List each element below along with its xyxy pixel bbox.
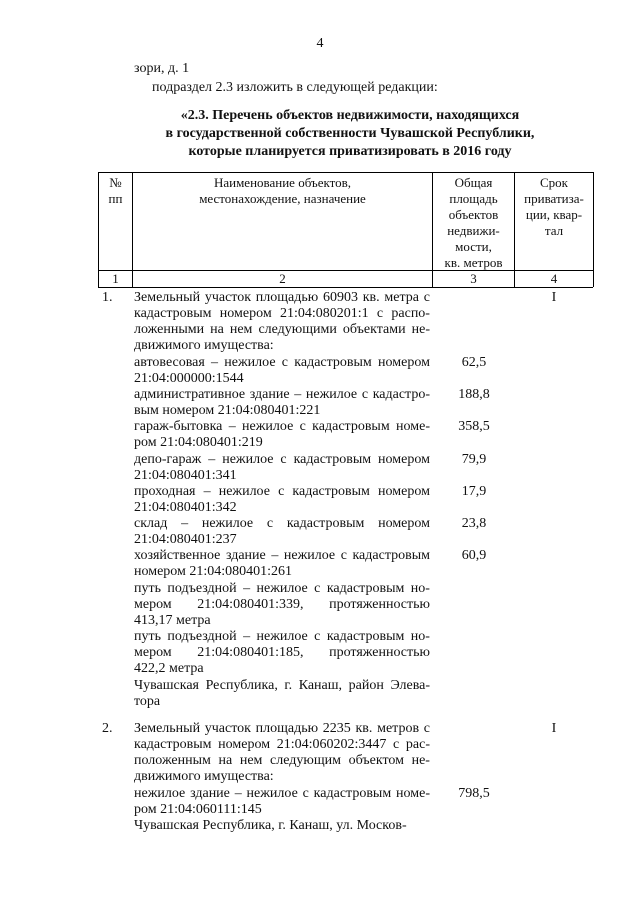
description-line: 422,2 метра — [134, 661, 204, 677]
object-description — [134, 355, 430, 387]
column-number-2: 2 — [279, 271, 286, 286]
description-line: хозяйственное здание – нежилое с кадастровым — [134, 548, 430, 564]
row-number: 1. — [102, 290, 113, 305]
object-description — [134, 721, 430, 785]
section-title — [140, 107, 560, 161]
table-top-border — [98, 172, 593, 173]
intro-line-1: зори, д. 1 — [134, 61, 190, 76]
header-term-line: ции, квар- — [525, 207, 583, 222]
description-line: 21:04:080401:342 — [134, 499, 237, 515]
description-line: тора — [134, 693, 161, 709]
description-line: автовесовая – нежилое с кадастровым номером — [134, 354, 430, 370]
object-description — [134, 818, 430, 834]
description-line: 21:04:000000:1544 — [134, 370, 244, 386]
description-line: номером 21:04:080401:261 — [134, 564, 293, 580]
intro-line-2: подраздел 2.3 изложить в следующей редакции: — [152, 80, 438, 95]
row-number: 2. — [102, 721, 113, 736]
description-line: Земельный участок площадью 2235 кв. метров с — [134, 721, 430, 736]
section-title-line-3: которые планируется приватизировать в 2016 году — [188, 144, 512, 159]
object-description — [134, 452, 430, 484]
column-number-1: 1 — [112, 271, 119, 286]
header-area-line: мости, — [455, 239, 492, 254]
object-description — [134, 678, 430, 710]
header-area — [433, 175, 514, 271]
object-area: 62,5 — [461, 354, 487, 370]
object-description — [134, 419, 430, 451]
object-description — [134, 516, 430, 548]
header-name — [133, 175, 432, 207]
header-term-line: Срок — [540, 175, 568, 190]
description-line: Земельный участок площадью 60903 кв. метра с — [134, 290, 430, 305]
col-border-4 — [593, 172, 594, 287]
description-line: депо-гараж – нежилое с кадастровым номером — [134, 451, 430, 467]
description-line: мером 21:04:080401:339, протяженностью — [134, 596, 430, 612]
description-line: 21:04:080401:237 — [134, 532, 237, 548]
header-num-line: № — [109, 175, 122, 190]
header-num — [99, 175, 132, 207]
header-area-line: кв. метров — [444, 255, 503, 270]
description-line: 413,17 метра — [134, 612, 211, 628]
section-title-line-2: в государственной собственности Чувашской Республики, — [165, 126, 535, 141]
description-line: ром 21:04:060111:145 — [134, 801, 262, 817]
privatization-term: I — [551, 721, 557, 736]
header-term — [515, 175, 593, 239]
privatization-term: I — [551, 290, 557, 305]
object-description — [134, 629, 430, 677]
object-description — [134, 786, 430, 818]
description-line: положенным на нем следующим объектом не- — [134, 753, 430, 768]
header-area-line: недвижи- — [447, 223, 500, 238]
description-line: движимого имущества: — [134, 338, 274, 353]
header-name-line: Наименование объектов, — [213, 175, 352, 190]
column-number-3: 3 — [470, 271, 477, 286]
object-area: 798,5 — [458, 785, 490, 801]
description-line: проходная – нежилое с кадастровым номером — [134, 483, 430, 499]
object-area: 358,5 — [458, 419, 490, 435]
object-description — [134, 548, 430, 580]
description-line: вым номером 21:04:080401:221 — [134, 402, 321, 418]
object-area: 60,9 — [461, 548, 487, 564]
description-line: Чувашская Республика, г. Канаш, район Элева- — [134, 677, 430, 693]
page-number: 4 — [316, 36, 324, 51]
column-numbers-divider — [98, 287, 593, 288]
object-description — [134, 290, 430, 354]
description-line: движимого имущества: — [134, 769, 274, 784]
object-description — [134, 484, 430, 516]
description-line: Чувашская Республика, г. Канаш, ул. Москов- — [134, 817, 407, 833]
header-area-line: Общая — [454, 175, 493, 190]
description-line: административное здание – нежилое с кадастро- — [134, 386, 430, 402]
header-term-line: приватиза- — [524, 191, 584, 206]
header-area-line: объектов — [448, 207, 499, 222]
description-line: 21:04:080401:341 — [134, 467, 237, 483]
description-line: нежилое здание – нежилое с кадастровым номе- — [134, 785, 430, 801]
description-line: склад – нежилое с кадастровым номером — [134, 516, 430, 532]
description-line: кадастровым номером 21:04:080201:1 с распо- — [134, 306, 430, 321]
object-area: 188,8 — [458, 386, 490, 402]
header-term-line: тал — [544, 223, 564, 238]
section-title-line-1: «2.3. Перечень объектов недвижимости, находящихся — [180, 108, 520, 123]
column-number-4: 4 — [550, 271, 558, 286]
header-num-line: пп — [108, 191, 123, 206]
description-line: ром 21:04:080401:219 — [134, 435, 263, 451]
object-description — [134, 581, 430, 629]
object-area: 79,9 — [461, 451, 487, 467]
description-line: гараж-бытовка – нежилое с кадастровым номе- — [134, 419, 430, 435]
object-area: 23,8 — [461, 516, 487, 532]
header-area-line: площадь — [449, 191, 498, 206]
header-name-line: местонахождение, назначение — [199, 191, 366, 206]
description-line: путь подъездной – нежилое с кадастровым но- — [134, 580, 430, 596]
description-line: ложенными на нем следующими объектами не- — [134, 322, 430, 337]
object-description — [134, 387, 430, 419]
description-line: мером 21:04:080401:185, протяженностью — [134, 645, 430, 661]
object-area: 17,9 — [461, 483, 487, 499]
description-line: кадастровым номером 21:04:060202:3447 с рас- — [134, 737, 430, 752]
description-line: путь подъездной – нежилое с кадастровым но- — [134, 629, 430, 645]
